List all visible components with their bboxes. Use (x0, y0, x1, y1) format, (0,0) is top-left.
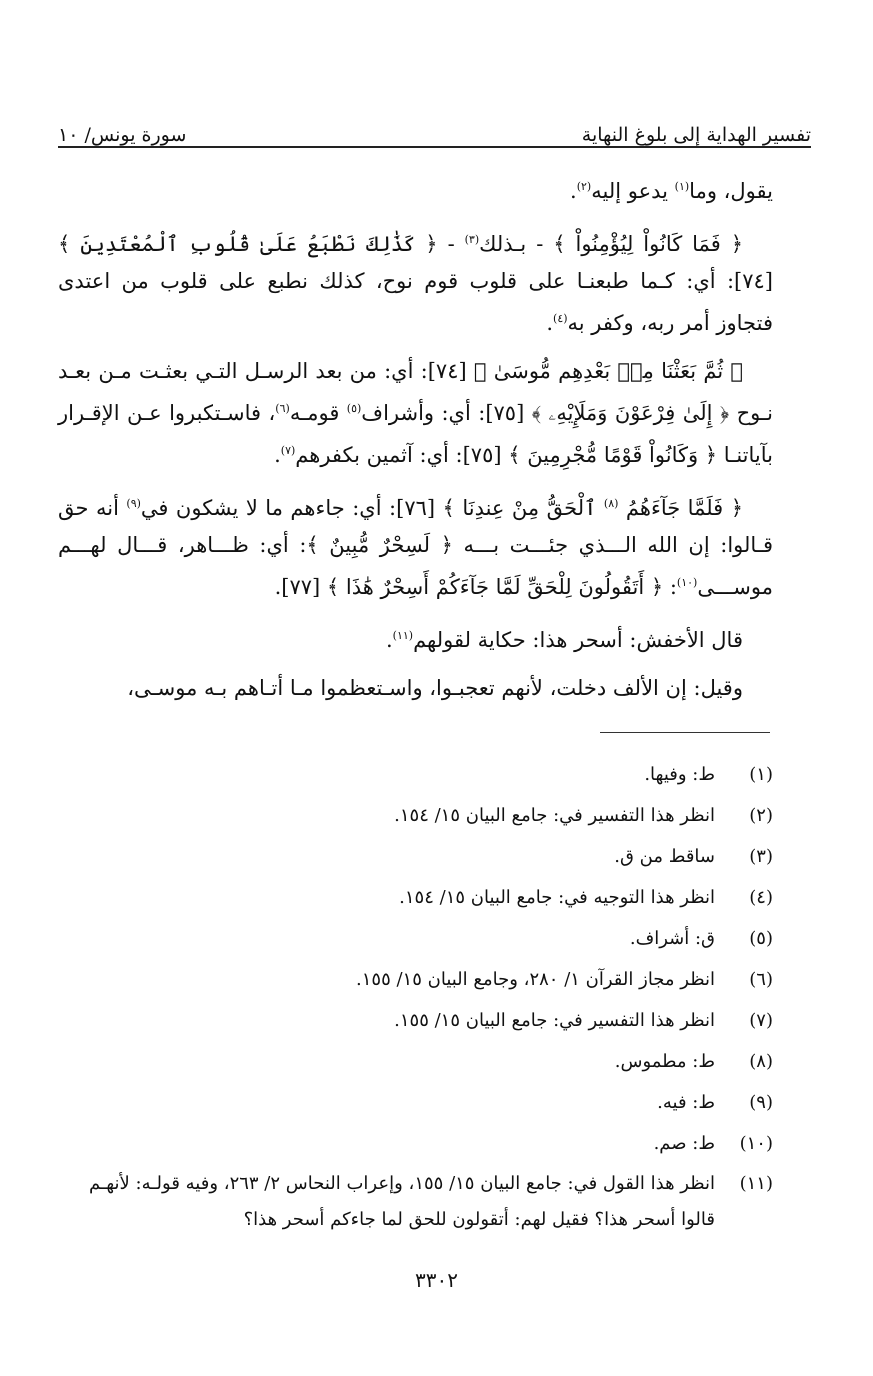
footnote-10 (58, 1123, 773, 1164)
page-number: ٣٣٠٢ (415, 1268, 458, 1292)
footnote-4 (58, 877, 773, 918)
footnote-text: ط: فيه. (657, 1092, 715, 1113)
footnote-text: انظر هذا التفسير في: جامع البيان ١٥/ ١٥٤. (394, 805, 715, 826)
footnote-number: (٤) (749, 887, 773, 908)
paragraph-4: ﴿ فَلَمَّا جَآءَهُمُ $^{(٨)}$ ٱلْحَقُّ مِنْ عِندِنَا ﴾ [٧٦]: أي: جاءهم ما لا يشكون في$^{(٩)}$ أنه حق قـالوا: إن الله الـــذي جئـــت بـــه ﴿ لَسِحْرٌ مُّبِينٌ ﴾: أي: ظـــاهر، قـــال لهـــم موســـى$^{(١٠)}$: ﴿ أَتَقُولُونَ لِلْحَقِّ لَمَّا جَآءَكُمْ أَسِحْرٌ هَٰذَا ﴾ [٧٧]. (58, 496, 773, 599)
footnote-text: انظر هذا التوجيه في: جامع البيان ١٥/ ١٥٤. (399, 887, 715, 908)
running-header (58, 106, 811, 146)
paragraph-6: وقيل: إن الألف دخلت، لأنهم تعجبـوا، واسـتعظموا مـا أتـاهم بـه موسـى، (127, 676, 743, 700)
paragraph-1: يقول، وما$^{(١)}$ يدعو إليه$^{(٢)}$. (570, 179, 773, 203)
main-text (58, 168, 773, 718)
footnote-8 (58, 1041, 773, 1082)
footnote-9 (58, 1082, 773, 1123)
footnote-text: ط: وفيها. (644, 764, 715, 785)
book-title: تفسير الهداية إلى بلوغ النهاية (581, 124, 811, 146)
footnote-text: انظر مجاز القرآن ١/ ٢٨٠، وجامع البيان ١٥/ ١٥٥. (356, 969, 715, 990)
footnote-separator (600, 732, 770, 733)
footnote-number: (٢) (749, 805, 773, 826)
footnote-text: ساقط من ق. (614, 846, 715, 867)
footnote-2 (58, 795, 773, 836)
footnote-6 (58, 959, 773, 1000)
paragraph-2: ﴿ فَمَا كَانُواْ لِيُؤْمِنُواْ ﴾ - بـذلك$^{(٣)}$ - ﴿ كَذَٰلِكَ نَطْبَعُ عَلَىٰ قُلُوبِ ٱلْمُعْتَدِينَ ﴾ [٧٤]: أي: كـما طبعنـا على قلوب قوم نوح، كذلك نطبع على قلوب من اعتدى فتجاوز أمر ربه، وكفر به$^{(٤)}$. (58, 232, 773, 335)
footnote-text: ط: مطموس. (614, 1051, 715, 1072)
footnote-number: (٧) (749, 1010, 773, 1031)
footnotes (58, 754, 773, 1238)
surah-reference: سورة يونس/ ١٠ (58, 124, 187, 146)
footnote-text: انظر هذا القول في: جامع البيان ١٥/ ١٥٥، وإعراب النحاس ٢/ ٢٦٣، وفيه قولـه: لأنهـم قالوا أسحر هذا؟ فقيل لهم: أتقولون للحق لما جاءكم أسحر هذا؟ (89, 1173, 715, 1230)
footnote-number: (١) (749, 764, 773, 785)
footnote-5 (58, 918, 773, 959)
footnote-number: (٣) (749, 846, 773, 867)
paragraph-3: ﴿ ثُمَّ بَعَثْنَا مِنۢ بَعْدِهِم مُّوسَىٰ ﴾ [٧٤]: أي: من بعد الرسـل التـي بعثـت مـن بعـد نـوح ﴿ إِلَىٰ فِرْعَوْنَ وَمَلَإِيْهِۦ ﴾ [٧٥]: أي: وأشراف$^{(٥)}$ قومـه$^{(٦)}$، فاسـتكبروا عـن الإقـرار بآياتنـا ﴿ وَكَانُواْ قَوْمًا مُّجْرِمِينَ ﴾ [٧٥]: أي: آثمين بكفرهم$^{(٧)}$. (58, 359, 773, 467)
header-rule (58, 146, 811, 148)
paragraph-5: قال الأخفش: أسحر هذا: حكاية لقولهم$^{(١١)}$. (385, 628, 743, 652)
footnote-number: (١١) (739, 1173, 773, 1194)
footnote-3 (58, 836, 773, 877)
footnote-text: انظر هذا التفسير في: جامع البيان ١٥/ ١٥٥. (394, 1010, 715, 1031)
footnote-1 (58, 754, 773, 795)
footnote-11 (58, 1166, 773, 1238)
footnote-text: ق: أشراف. (629, 928, 715, 949)
footnote-number: (٩) (749, 1092, 773, 1113)
footnote-7 (58, 1000, 773, 1041)
footnote-number: (٨) (749, 1051, 773, 1072)
footnote-number: (١٠) (739, 1133, 773, 1154)
footnote-number: (٥) (749, 928, 773, 949)
footnote-text: ط: صم. (653, 1133, 715, 1154)
footnote-number: (٦) (749, 969, 773, 990)
